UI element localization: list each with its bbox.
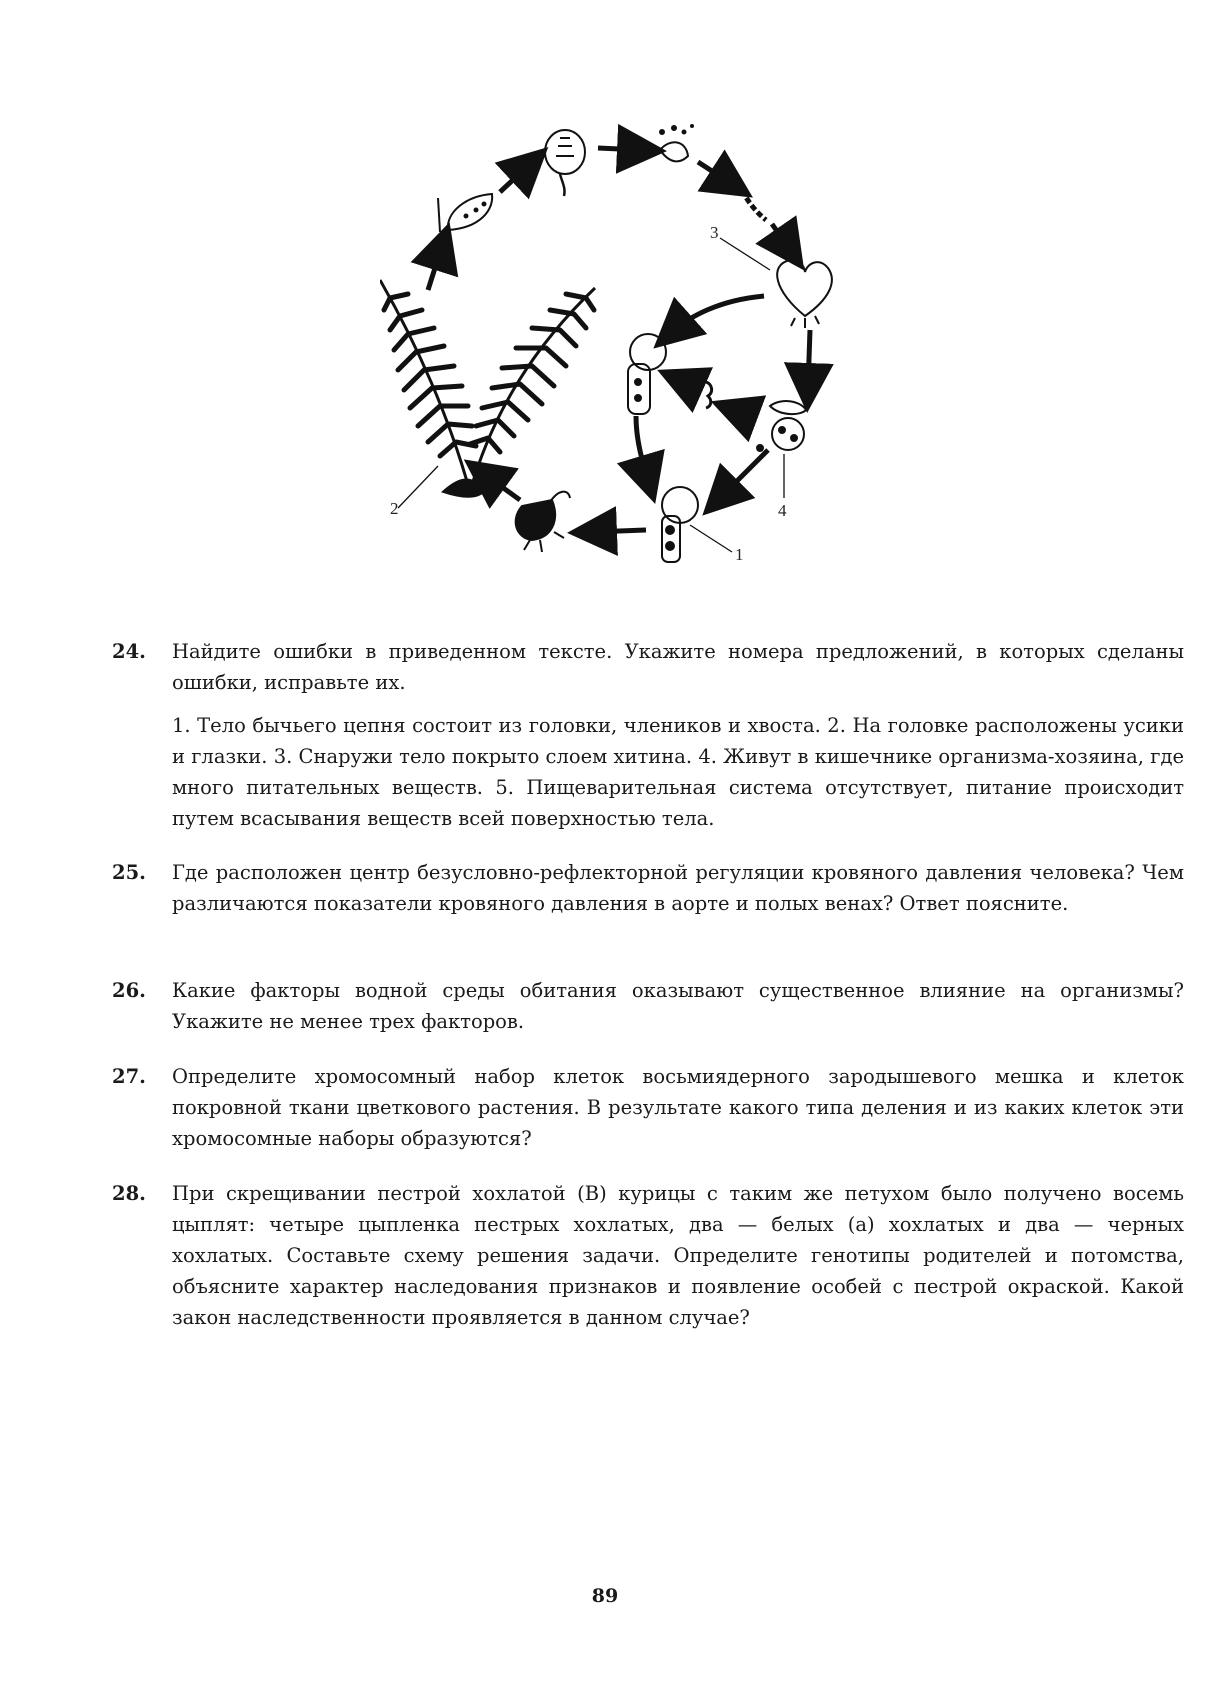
page-number: 89 — [591, 1585, 619, 1607]
question-text: Где расположен центр безусловно-рефлекторной регуляции кровяного давления человека? Чем различаются показатели кровяного давления в аорте и полых венах? Ответ поясните. — [172, 861, 1184, 915]
question-passage: 1. Тело бычьего цепня состоит из головки, члеников и хвоста. 2. На головке расположены усики и глазки. 3. Снаружи тело покрыто слоем хитина. 4. Живут в кишечнике организма-хозяина, где много питательных веществ. 5. Пищеварительная система отсутствует, питание происходит путем всасывания веществ всей поверхностью тела. — [172, 714, 1184, 830]
question-text: При скрещивании пестрой хохлатой (В) курицы с таким же петухом было получено восемь цыплят: четыре цыпленка пестрых хохлатых, два — белых (а) хохлатых и два — черных хохлатых. Составьте схему решения задачи. Определите генотипы родителей и потомства, объясните характер наследования признаков и появление особей с пестрой окраской. Какой закон наследственности проявляется в данном случае? — [172, 1182, 1184, 1329]
question-number: 28. — [112, 1182, 146, 1205]
callout-1: 1 — [735, 545, 744, 564]
callout-4: 4 — [778, 501, 787, 520]
question-number: 27. — [112, 1065, 146, 1088]
question-number: 24. — [112, 640, 146, 663]
prothallus — [720, 238, 832, 328]
fern-life-cycle-diagram — [380, 120, 910, 620]
question-text: Какие факторы водной среды обитания оказывают существенное влияние на организмы? Укажите не менее трех факторов. — [172, 979, 1184, 1033]
question-28 — [112, 1178, 1184, 1333]
question-27 — [112, 1061, 1184, 1154]
antheridium — [628, 334, 666, 414]
question-text: Определите хромосомный набор клеток восьмиядерного зародышевого мешка и клеток покровной ткани цветкового растения. В результате какого типа деления и из каких клеток эти хромосомные наборы образуются? — [172, 1065, 1184, 1150]
fern-life-cycle-figure — [380, 120, 910, 620]
young-sporophyte — [516, 492, 570, 552]
question-26 — [112, 975, 1184, 1037]
sporophyll-fragment — [438, 194, 492, 232]
sperm — [706, 382, 712, 408]
question-24 — [112, 636, 1184, 834]
antheridium-with-sperm — [757, 401, 806, 498]
callout-2: 2 — [390, 499, 399, 518]
germinating-spore — [742, 190, 766, 220]
callout-3: 3 — [710, 223, 719, 242]
question-number: 26. — [112, 979, 146, 1002]
question-text: Найдите ошибки в приведенном тексте. Укажите номера предложений, в которых сделаны ошибки, исправьте их. — [172, 640, 1184, 694]
sporangium — [545, 130, 585, 196]
question-25 — [112, 857, 1184, 919]
question-number: 25. — [112, 861, 146, 884]
opening-sporangium — [659, 124, 694, 161]
